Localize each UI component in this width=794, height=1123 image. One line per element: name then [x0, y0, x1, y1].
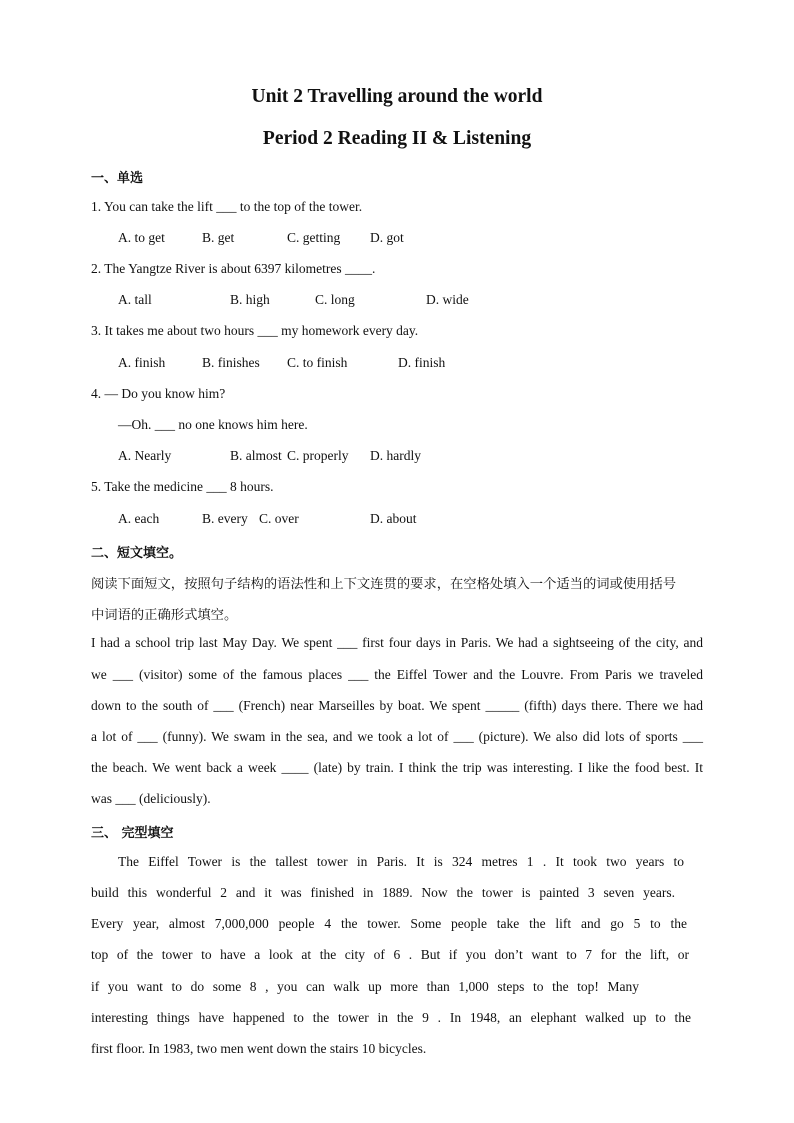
question-1-stem: 1. You can take the lift ___ to the top of the tower.	[91, 199, 363, 214]
section-heading-cloze-fill: 二、短文填空。	[91, 546, 183, 561]
question-4-stem-reply: —Oh. ___ no one knows him here.	[118, 417, 308, 432]
passage-2-line: first floor. In 1983, two men went down the stairs 10 bicycles.	[91, 1041, 427, 1056]
question-2-option-c[interactable]: C. long	[315, 292, 355, 307]
section-2-instruction-line-1: 阅读下面短文，按照句子结构的语法性和上下文连贯的要求，在空格处填入一个适当的词或使用括号	[91, 577, 677, 592]
question-3-option-d[interactable]: D. finish	[398, 355, 446, 370]
passage-1-line: a lot of ___ (funny). We swam in the sea, and we took a lot of ___ (picture). We also did lots of sports ___	[91, 729, 703, 744]
question-5-option-a[interactable]: A. each	[118, 511, 160, 526]
question-5-stem: 5. Take the medicine ___ 8 hours.	[91, 479, 274, 494]
passage-2-line: build this wonderful 2 and it was finished in 1889. Now the tower is painted 3 seven years.	[91, 885, 675, 900]
passage-1-line: we ___ (visitor) some of the famous places ___ the Eiffel Tower and the Louvre. From Paris we traveled	[91, 667, 703, 682]
question-1-option-b[interactable]: B. get	[202, 230, 235, 245]
question-5-option-b[interactable]: B. every	[202, 511, 248, 526]
passage-2-line: top of the tower to have a look at the city of 6 . But if you don’t want to 7 for the lift, or	[91, 947, 689, 962]
question-4-option-a[interactable]: A. Nearly	[118, 448, 172, 463]
question-3-option-b[interactable]: B. finishes	[202, 355, 260, 370]
section-heading-cloze-choice: 三、 完型填空	[91, 826, 174, 841]
passage-2-line: Every year, almost 7,000,000 people 4 the tower. Some people take the lift and go 5 to the	[91, 916, 687, 931]
page-subtitle: Period 2 Reading II & Listening	[262, 128, 532, 149]
question-2-option-a[interactable]: A. tall	[118, 292, 152, 307]
passage-1-line: the beach. We went back a week ____ (late) by train. I think the trip was interesting. I like the food best. It	[91, 760, 703, 775]
question-2-option-b[interactable]: B. high	[230, 292, 270, 307]
question-4-option-c[interactable]: C. properly	[287, 448, 349, 463]
passage-1-line: I had a school trip last May Day. We spent ___ first four days in Paris. We had a sightseeing of the city, and	[91, 635, 703, 650]
question-4-stem: 4. — Do you know him?	[91, 386, 226, 401]
passage-1-line: was ___ (deliciously).	[91, 791, 211, 806]
question-5-option-d[interactable]: D. about	[370, 511, 417, 526]
section-2-instruction-line-2: 中词语的正确形式填空。	[91, 608, 238, 623]
passage-2-line: if you want to do some 8 , you can walk up more than 1,000 steps to the top! Many	[91, 979, 639, 994]
question-1-option-c[interactable]: C. getting	[287, 230, 341, 245]
section-heading-multiple-choice: 一、单选	[91, 171, 144, 186]
question-4-option-b[interactable]: B. almost	[230, 448, 282, 463]
question-3-stem: 3. It takes me about two hours ___ my homework every day.	[91, 323, 419, 338]
question-3-option-a[interactable]: A. finish	[118, 355, 166, 370]
question-1-option-d[interactable]: D. got	[370, 230, 404, 245]
question-3-option-c[interactable]: C. to finish	[287, 355, 348, 370]
passage-2-line: interesting things have happened to the tower in the 9 . In 1948, an elephant walked up to the	[91, 1010, 691, 1025]
question-4-option-d[interactable]: D. hardly	[370, 448, 421, 463]
passage-1-line: down to the south of ___ (French) near Marseilles by boat. We spent _____ (fifth) days there. There we had	[91, 698, 703, 713]
page-title: Unit 2 Travelling around the world	[251, 86, 543, 107]
passage-2-line: The Eiffel Tower is the tallest tower in Paris. It is 324 metres 1 . It took two years to	[118, 854, 684, 869]
question-2-stem: 2. The Yangtze River is about 6397 kilometres ____.	[91, 261, 376, 276]
question-5-option-c[interactable]: C. over	[259, 511, 299, 526]
question-1-option-a[interactable]: A. to get	[118, 230, 165, 245]
question-2-option-d[interactable]: D. wide	[426, 292, 469, 307]
